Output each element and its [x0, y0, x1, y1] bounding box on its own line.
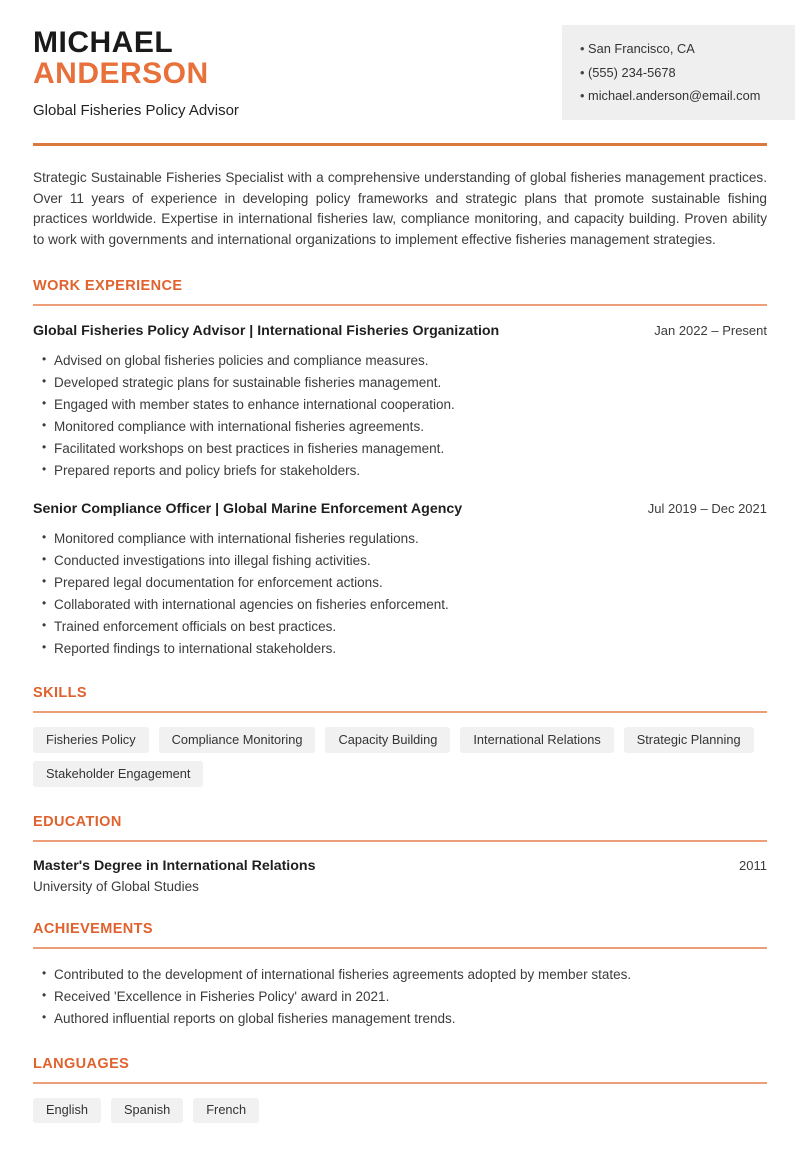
skills-heading: SKILLS: [33, 685, 87, 702]
section-achievements: [33, 921, 767, 1028]
skill-tag: Stakeholder Engagement: [33, 761, 203, 787]
candidate-last-name: ANDERSON: [33, 57, 209, 90]
achievements-bullet-list: [33, 965, 767, 1028]
achievement-bullet: • Received 'Excellence in Fisheries Policy' award in 2021.: [42, 987, 767, 1007]
languages-tag-list: [33, 1098, 767, 1124]
section-work-experience: [33, 278, 767, 659]
job-title-company: Global Fisheries Policy Advisor | International Fisheries Organization: [33, 322, 500, 339]
degree-title: Master's Degree in International Relations: [33, 858, 316, 875]
section-rule: [33, 1082, 767, 1084]
job-bullet: • Monitored compliance with international fisheries agreements.: [42, 417, 767, 437]
achievements-heading: ACHIEVEMENTS: [33, 921, 154, 938]
contact-item: • (555) 234-5678: [580, 61, 779, 85]
job-bullet: • Advised on global fisheries policies and compliance measures.: [42, 351, 767, 371]
skill-tag: Compliance Monitoring: [159, 727, 316, 753]
contact-item: • michael.anderson@email.com: [580, 84, 779, 108]
job-bullet: • Conducted investigations into illegal fishing activities.: [42, 551, 767, 571]
job-entry: [33, 501, 767, 658]
skill-tag: International Relations: [460, 727, 613, 753]
school-name: University of Global Studies: [33, 879, 199, 895]
education-heading: EDUCATION: [33, 814, 122, 831]
header-divider: [33, 143, 767, 146]
language-tag: French: [193, 1098, 259, 1124]
languages-heading: LANGUAGES: [33, 1055, 130, 1072]
achievement-bullet: • Authored influential reports on global fisheries management trends.: [42, 1009, 767, 1029]
job-dates: Jul 2019 – Dec 2021: [647, 501, 767, 517]
job-bullet: • Collaborated with international agencies on fisheries enforcement.: [42, 595, 767, 615]
job-bullet: • Engaged with member states to enhance international cooperation.: [42, 395, 767, 415]
skill-tag: Fisheries Policy: [33, 727, 149, 753]
job-bullet: • Prepared legal documentation for enforcement actions.: [42, 573, 767, 593]
job-title-company: Senior Compliance Officer | Global Marine Enforcement Agency: [33, 501, 463, 518]
skill-tag: Capacity Building: [325, 727, 450, 753]
section-skills: [33, 685, 767, 787]
resume-header: [0, 0, 800, 146]
job-header: [33, 501, 767, 517]
job-bullet-list: [33, 351, 767, 480]
achievement-bullet: • Contributed to the development of international fisheries agreements adopted by member states.: [42, 965, 767, 985]
job-bullet: • Reported findings to international stakeholders.: [42, 639, 767, 659]
section-rule: [33, 947, 767, 949]
section-rule: [33, 304, 767, 306]
education-header: [33, 858, 767, 874]
job-entry: [33, 323, 767, 480]
job-bullet-list: [33, 529, 767, 658]
skill-tag: Strategic Planning: [624, 727, 754, 753]
language-tag: English: [33, 1098, 101, 1124]
candidate-first-name: MICHAEL: [33, 26, 174, 59]
section-rule: [33, 840, 767, 842]
job-bullet: • Prepared reports and policy briefs for stakeholders.: [42, 461, 767, 481]
job-bullet: • Developed strategic plans for sustainable fisheries management.: [42, 373, 767, 393]
education-entry: [33, 858, 767, 894]
contact-list: [580, 37, 779, 108]
section-education: [33, 814, 767, 894]
job-header: [33, 323, 767, 339]
job-bullet: • Trained enforcement officials on best practices.: [42, 617, 767, 637]
job-bullet: • Facilitated workshops on best practices in fisheries management.: [42, 439, 767, 459]
language-tag: Spanish: [111, 1098, 183, 1124]
contact-card: [562, 25, 795, 120]
section-rule: [33, 711, 767, 713]
work-experience-heading: WORK EXPERIENCE: [33, 277, 183, 294]
job-bullet: • Monitored compliance with international fisheries regulations.: [42, 529, 767, 549]
graduation-year: 2011: [739, 858, 767, 874]
resume-body: [0, 168, 800, 1163]
section-languages: [33, 1056, 767, 1124]
skills-tag-list: [33, 727, 767, 787]
job-dates: Jan 2022 – Present: [654, 322, 767, 338]
candidate-job-title: Global Fisheries Policy Advisor: [33, 102, 239, 119]
contact-item: • San Francisco, CA: [580, 37, 779, 61]
summary-paragraph: Strategic Sustainable Fisheries Specialist with a comprehensive understanding of global fisheries management practices. Over 11 years of experience in developing policy frameworks and strategic plans that promote sustainable fishing practices worldwide. Expertise in international fisheries law, compliance monitoring, and capacity building. Proven ability to work with governments and international organizations to implement effective fisheries management strategies.: [33, 170, 767, 248]
